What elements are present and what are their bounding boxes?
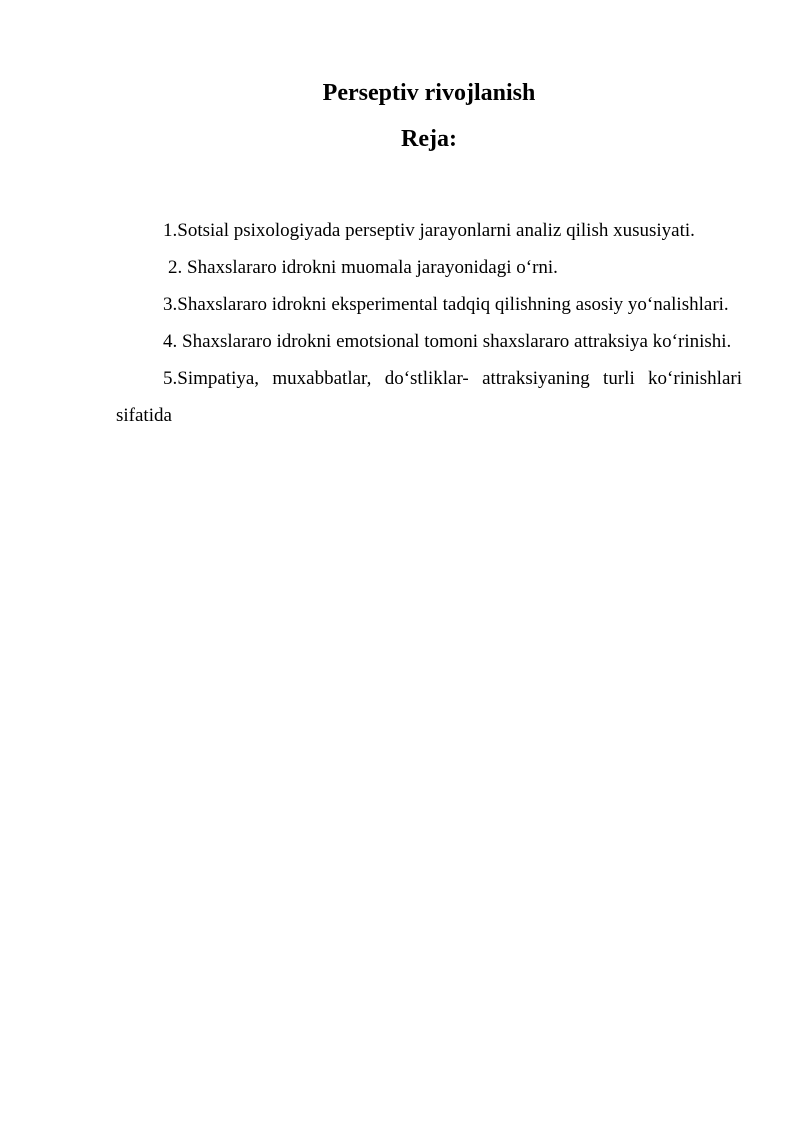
document-title: Perseptiv rivojlanish: [322, 80, 536, 106]
plan-item-2: 2. Shaxslararo idrokni muomala jarayonidagi o‘rni.: [168, 257, 558, 278]
plan-item-3: 3.Shaxslararo idrokni eksperimental tadqiq qilishning asosiy yo‘nalishlari.: [163, 294, 729, 315]
plan-item-5: 5.Simpatiya, muxabbatlar, do‘stliklar- attraksiyaning turli ko‘rinishlari sifatida: [116, 368, 742, 426]
plan-list: [116, 212, 742, 434]
plan-item-4: 4. Shaxslararo idrokni emotsional tomoni shaxslararo attraksiya ko‘rinishi.: [163, 331, 732, 352]
plan-heading: Reja:: [401, 126, 457, 152]
plan-item-1: 1.Sotsial psixologiyada perseptiv jarayonlarni analiz qilish xususiyati.: [163, 220, 695, 241]
